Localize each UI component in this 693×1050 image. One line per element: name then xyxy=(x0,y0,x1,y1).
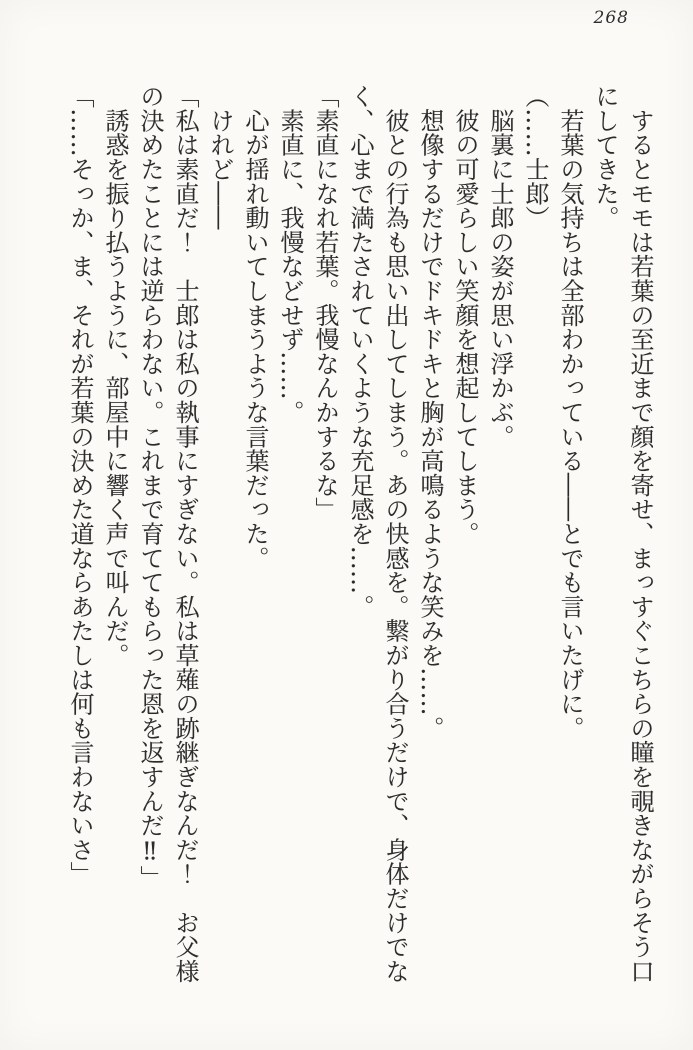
paragraph-narration-10: 誘惑を振り払うように、部屋中に響く声で叫んだ。 xyxy=(101,84,129,668)
paragraph-dialogue-momo-2: 「……そっか、ま、それが若葉の決めた道ならあたしは何も言わないさ」 xyxy=(66,84,94,886)
paragraph-dialogue-wakaba: 「私は素直だ！ 士郎は私の執事にすぎない。私は草薙の跡継ぎなんだ！ お父様の決めたことには逆らわない。これまで育ててもらった恩を返すんだ‼」 xyxy=(136,84,199,984)
paragraph-narration-3: 脳裏に士郎の姿が思い浮かぶ。 xyxy=(486,84,514,449)
paragraph-narration-6: 彼との行為も思い出してしまう。あの快感を。繋がり合うだけで、身体だけでなく、心まで満たされていくような充足感を……。 xyxy=(346,84,409,984)
paragraph-inner-thought: （……士郎） xyxy=(521,84,549,230)
page-number: 268 xyxy=(593,8,629,28)
paragraph-narration-1: するとモモは若葉の至近まで顔を寄せ、まっすぐこちらの瞳を覗きながらそう口にしてきた。 xyxy=(591,84,654,984)
paragraph-narration-8: 心が揺れ動いてしまうような言葉だった。 xyxy=(241,84,269,570)
paragraph-narration-4: 彼の可愛らしい笑顔を想起してしまう。 xyxy=(451,84,479,546)
paragraph-narration-2: 若葉の気持ちは全部わかっている――とでも言いたげに。 xyxy=(556,84,584,741)
paragraph-narration-7: 素直に、我慢などせず……。 xyxy=(276,84,304,425)
paragraph-narration-5: 想像するだけでドキドキと胸が高鳴るような笑みを……。 xyxy=(416,84,444,741)
paragraph-narration-9: けれど―― xyxy=(206,84,234,230)
paragraph-dialogue-momo: 「素直になれ若葉。我慢なんかするな」 xyxy=(311,84,339,522)
vertical-text-block xyxy=(62,84,657,1000)
